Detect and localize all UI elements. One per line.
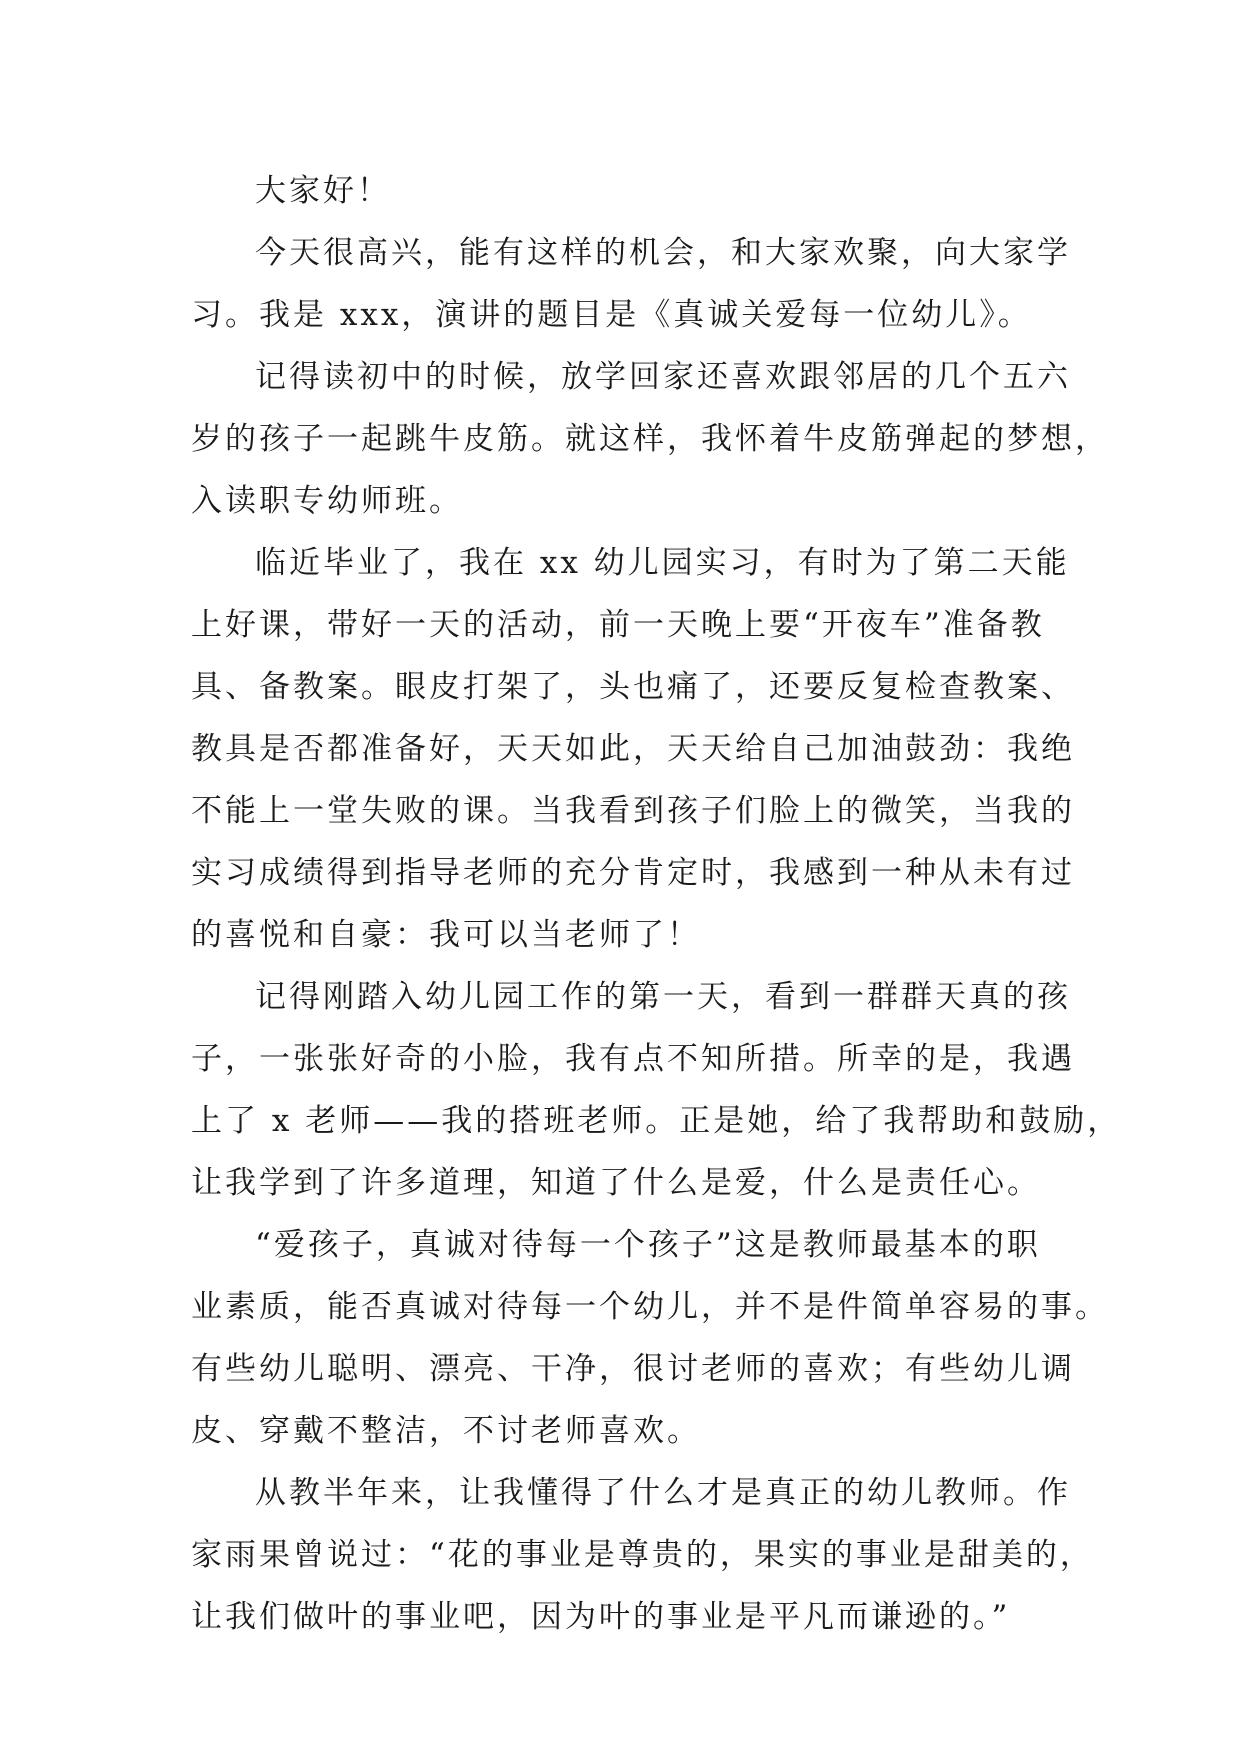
text-line: 皮、穿戴不整洁，不讨老师喜欢。	[191, 1413, 701, 1449]
text-line: 教具是否都准备好，天天如此，天天给自己加油鼓劲：我绝	[191, 731, 1075, 767]
text-line: 大家好！	[255, 173, 391, 209]
paragraph	[191, 532, 1075, 966]
text-line: 临近毕业了，我在 xx 幼儿园实习，有时为了第二天能	[255, 545, 1070, 581]
body-text	[191, 160, 1122, 1648]
paragraph	[191, 346, 1109, 532]
text-line: 从教半年来，让我懂得了什么才是真正的幼儿教师。作	[255, 1475, 1071, 1511]
text-line: 不能上一堂失败的课。当我看到孩子们脸上的微笑，当我的	[191, 793, 1075, 829]
text-line: 家雨果曾说过：“花的事业是尊贵的，果实的事业是甜美的，	[191, 1537, 1094, 1573]
text-line: 上好课，带好一天的活动，前一天晚上要“开夜车”准备教	[191, 607, 1045, 643]
text-line: 有些幼儿聪明、漂亮、干净，很讨老师的喜欢；有些幼儿调	[191, 1351, 1075, 1387]
text-line: 具、备教案。眼皮打架了，头也痛了，还要反复检查教案、	[191, 669, 1075, 705]
text-line: 记得读初中的时候，放学回家还喜欢跟邻居的几个五六	[255, 359, 1071, 395]
paragraph	[191, 160, 1051, 222]
paragraph	[191, 1462, 1094, 1648]
text-line: 记得刚踏入幼儿园工作的第一天，看到一群群天真的孩	[255, 979, 1071, 1015]
text-line: “爱孩子，真诚对待每一个孩子”这是教师最基本的职	[255, 1227, 1041, 1263]
text-line: 让我们做叶的事业吧，因为叶的事业是平凡而谦逊的。”	[191, 1599, 1011, 1635]
text-line: 的喜悦和自豪：我可以当老师了！	[191, 917, 701, 953]
text-line: 业素质，能否真诚对待每一个幼儿，并不是件简单容易的事。	[191, 1289, 1109, 1325]
text-line: 入读职专幼师班。	[191, 483, 463, 519]
text-line: 上了 x 老师——我的搭班老师。正是她，给了我帮助和鼓励，	[191, 1103, 1122, 1139]
text-line: 习。我是 xxx，演讲的题目是《真诚关爱每一位幼儿》。	[191, 297, 1032, 333]
paragraph	[191, 966, 1122, 1214]
text-line: 今天很高兴，能有这样的机会，和大家欢聚，向大家学	[255, 235, 1071, 271]
text-line: 子，一张张好奇的小脸，我有点不知所措。所幸的是，我遇	[191, 1041, 1075, 1077]
text-line: 让我学到了许多道理，知道了什么是爱，什么是责任心。	[191, 1165, 1041, 1201]
paragraph	[191, 1214, 1109, 1462]
paragraph	[191, 222, 1071, 346]
text-line: 岁的孩子一起跳牛皮筋。就这样，我怀着牛皮筋弹起的梦想，	[191, 421, 1109, 457]
text-line: 实习成绩得到指导老师的充分肯定时，我感到一种从未有过	[191, 855, 1075, 891]
